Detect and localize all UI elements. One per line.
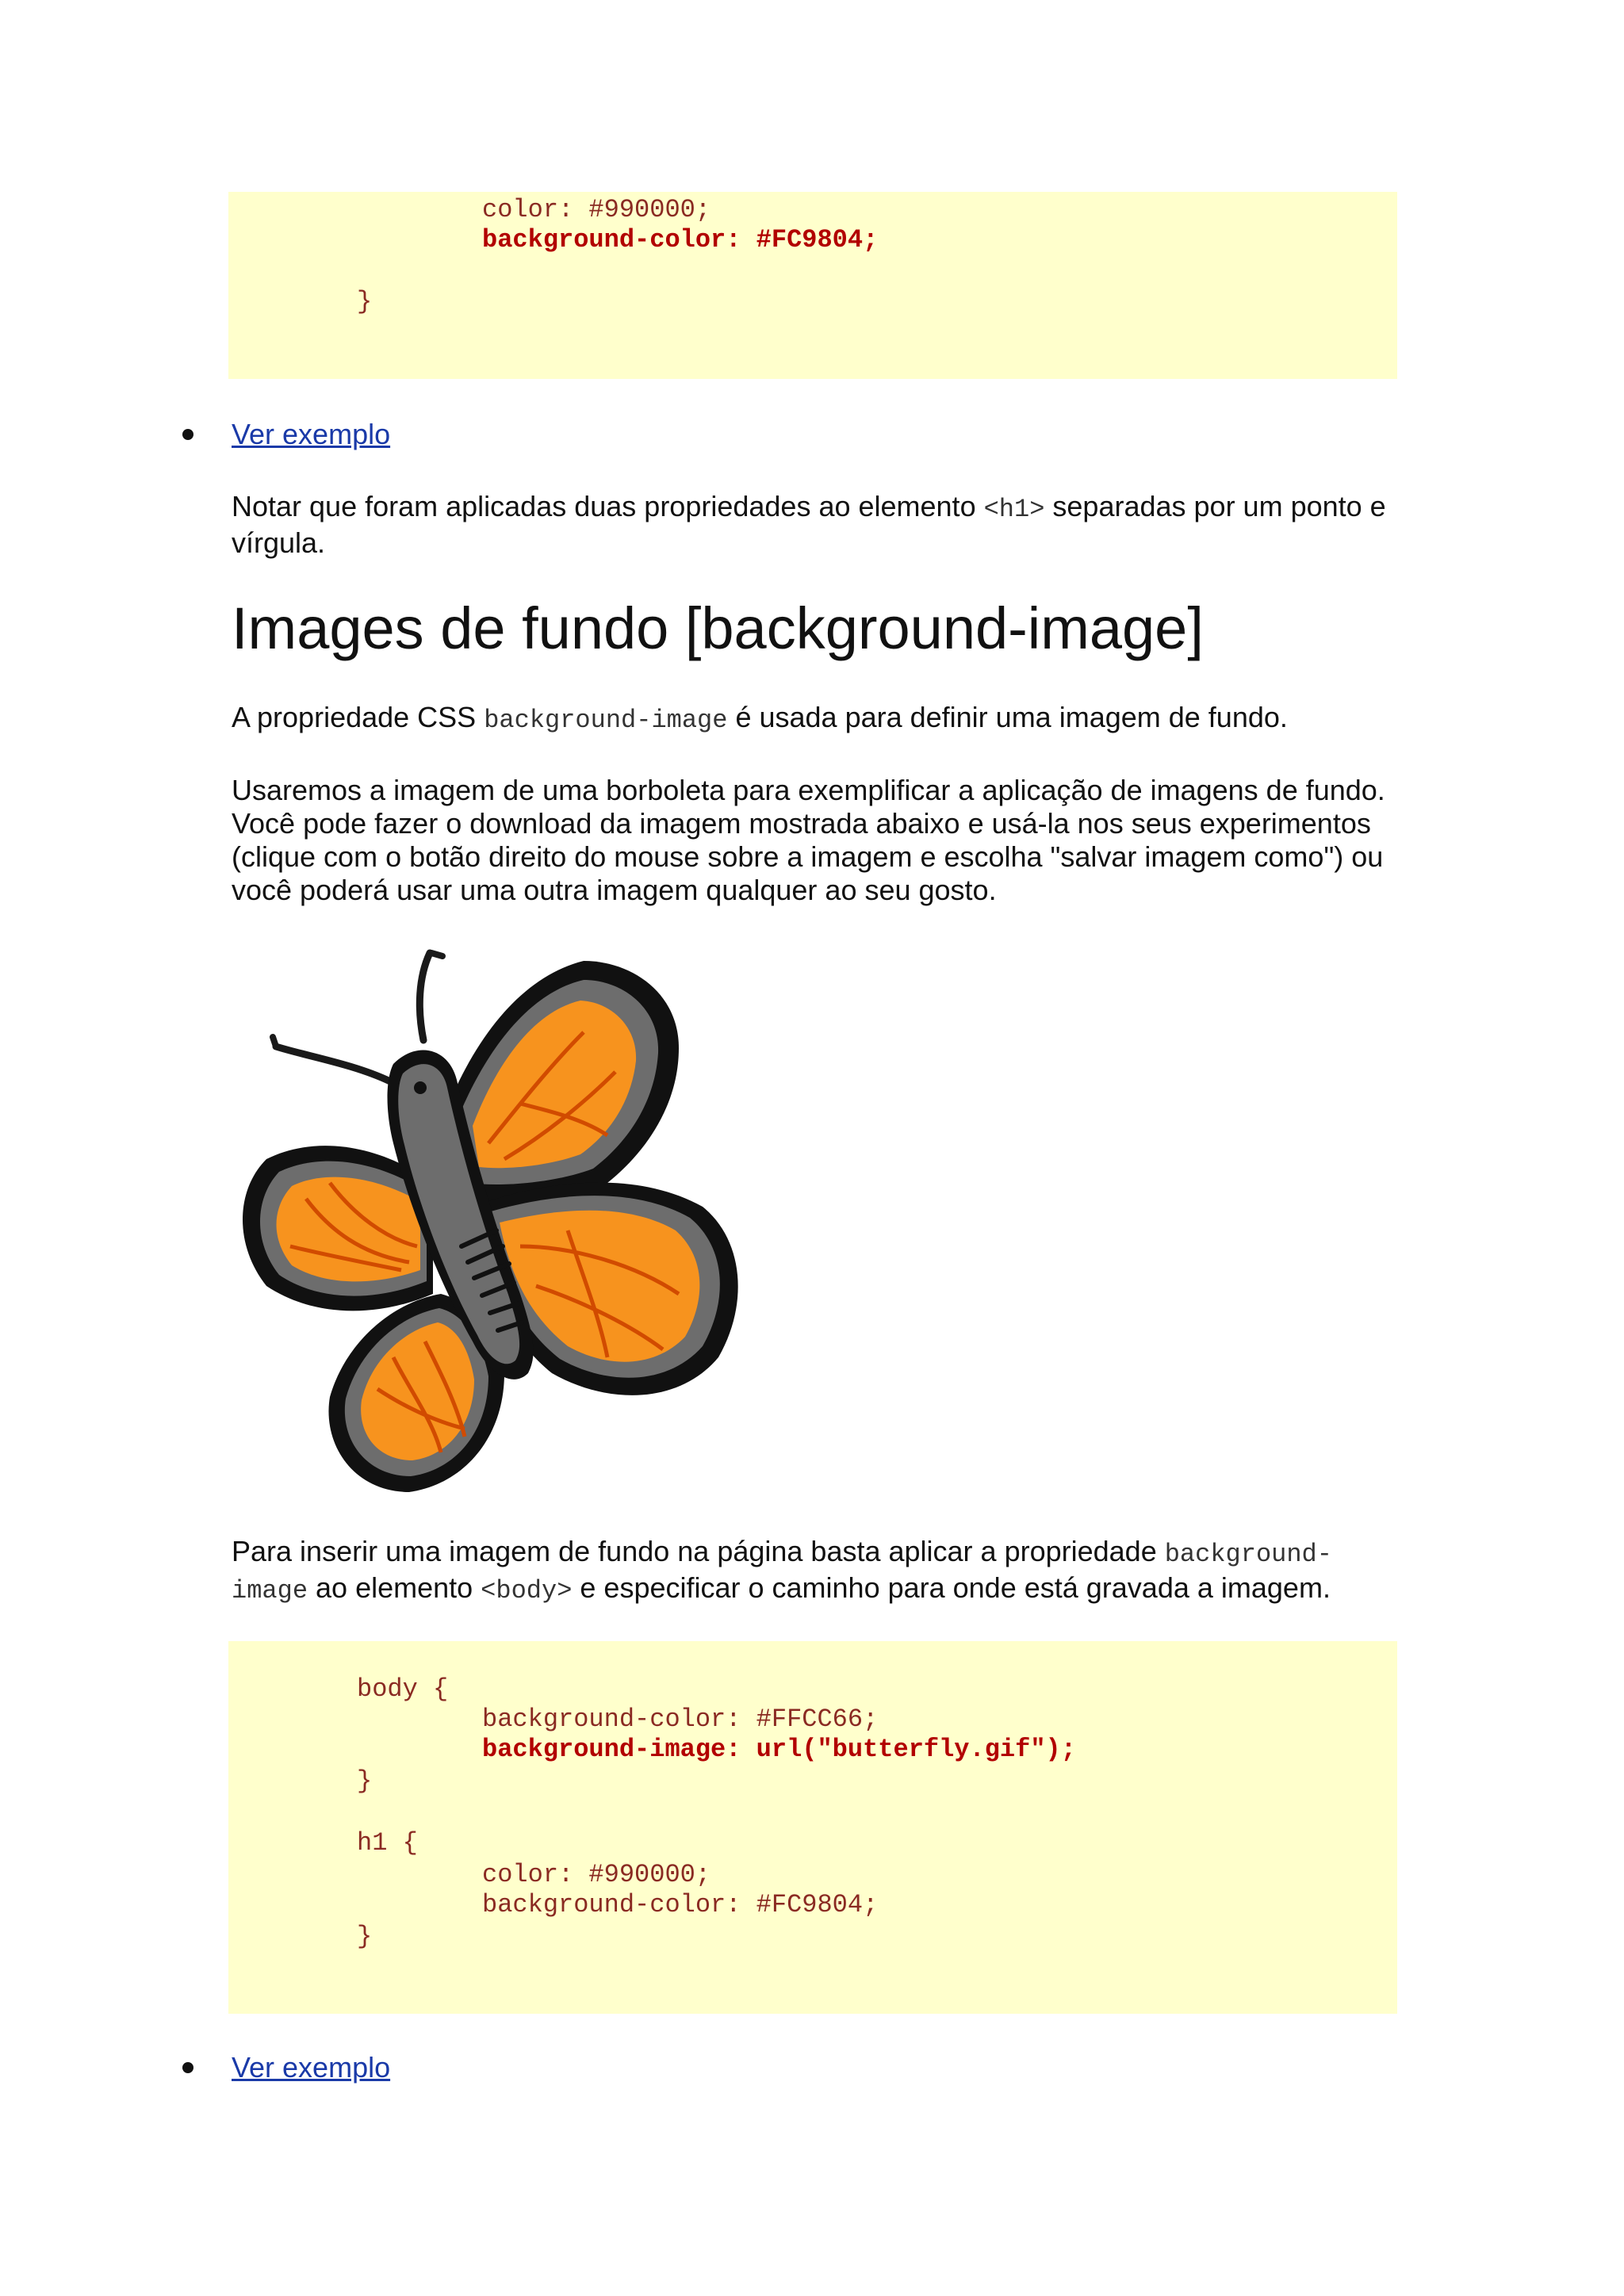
text: separadas por um ponto e vírgula. [232,490,1386,559]
code-line: } [357,1922,373,1951]
text: Para inserir uma imagem de fundo na página basta aplicar a propriedade [232,1535,1165,1567]
ver-exemplo-link-1[interactable]: Ver exemplo [232,418,391,450]
paragraph-insert-background [232,1535,1397,1608]
paragraph-butterfly-info: Usaremos a imagem de uma borboleta para exemplificar a aplicação de imagens de fundo. Você pode fazer o download da imagem mostrada abaixo e usá-la nos seus experimentos (clique com o botão direito do mouse sobre a imagem e escolha "salvar imagem como") ou você poderá usar uma outra imagem qualquer ao seu gosto. [232,774,1385,906]
bullet [182,429,193,440]
code-line: color: #990000; [482,195,711,224]
inline-code: <h1> [983,495,1045,524]
code-line: h1 { [357,1828,418,1858]
code-line: body { [357,1674,449,1704]
code-line: color: #990000; [482,1860,711,1889]
paragraph-h1-note [232,490,1397,560]
code-block-bottom [228,1641,1397,2014]
paragraph-background-image-intro [232,701,1397,737]
butterfly-image [235,945,749,1492]
code-line: background-image: url("butterfly.gif"); [482,1735,1076,1764]
text: é usada para definir uma imagem de fundo. [727,701,1288,733]
section-heading: Images de fundo [background-image] [232,595,1204,661]
code-line: background-color: #FFCC66; [482,1705,879,1734]
text: ao elemento [308,1571,481,1604]
code-line: background-color: #FC9804; [482,225,879,254]
text: Notar que foram aplicadas duas propriedades ao elemento [232,490,984,522]
code-line: } [357,287,373,316]
inline-code: background-image [232,1540,1332,1605]
inline-code: background-image [484,706,728,735]
code-line: } [357,1766,373,1796]
bullet [182,2062,193,2073]
code-line: background-color: #FC9804; [482,1890,879,1919]
code-block-top [228,192,1397,379]
text: A propriedade CSS [232,701,485,733]
inline-code: <body> [481,1576,573,1605]
ver-exemplo-link-2[interactable]: Ver exemplo [232,2051,391,2084]
text: e especificar o caminho para onde está gravada a imagem. [572,1571,1331,1604]
